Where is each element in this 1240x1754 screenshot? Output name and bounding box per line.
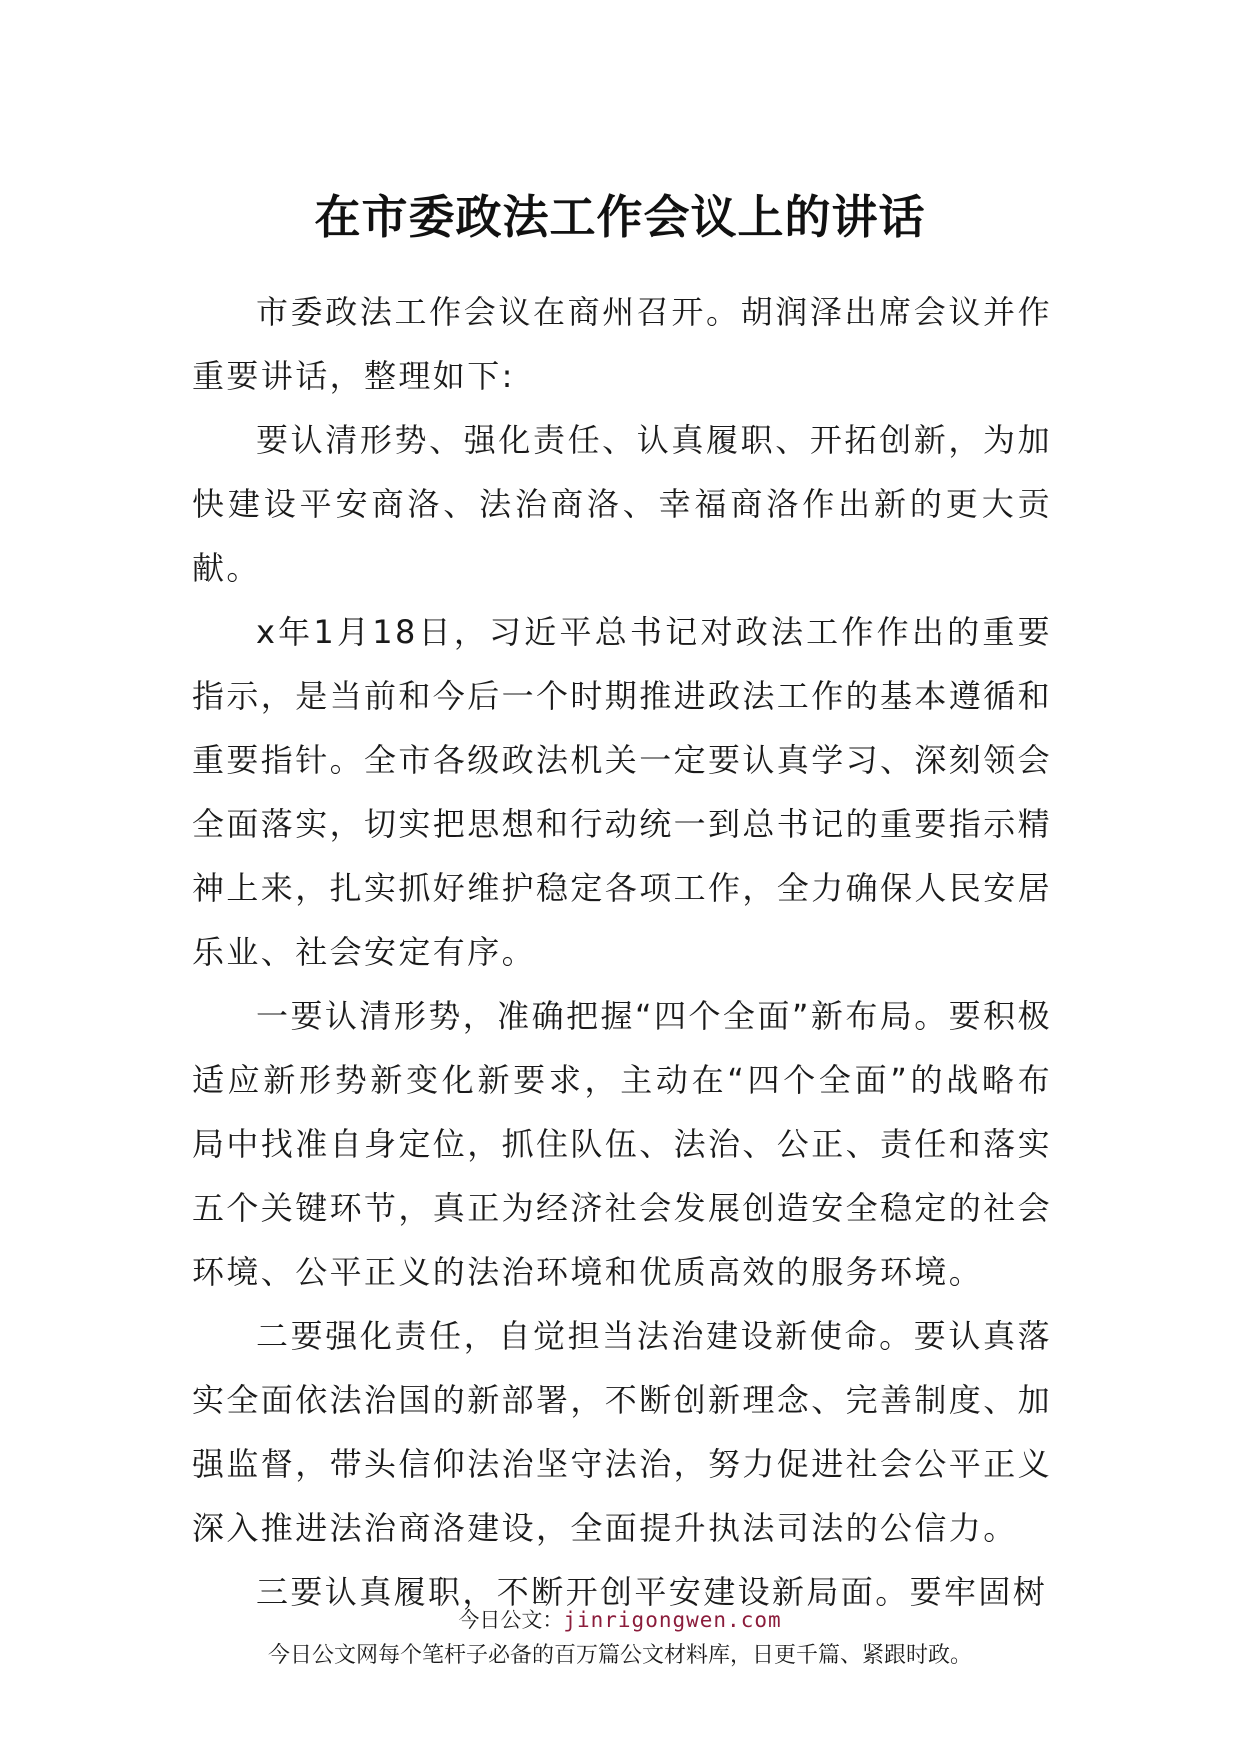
paragraph-summary: 要认清形势、强化责任、认真履职、开拓创新，为加快建设平安商洛、法治商洛、幸福商洛作出新的更大贡献。 xyxy=(192,421,1052,587)
document-body xyxy=(192,280,1052,1624)
paragraph-point-one: 一要认清形势，准确把握“四个全面”新布局。要积极适应新形势新变化新要求，主动在“四个全面”的战略布局中找准自身定位，抓住队伍、法治、公正、责任和落实五个关键环节，真正为经济社会发展创造安全稳定的社会环境、公平正义的法治环境和优质高效的服务环境。 xyxy=(192,997,1053,1291)
footer-site xyxy=(0,1604,1240,1636)
footer-site-url[interactable]: jinrigongwen.com xyxy=(563,1608,782,1632)
page-title: 在市委政法工作会议上的讲话 xyxy=(314,189,926,244)
paragraph-point-two: 二要强化责任，自觉担当法治建设新使命。要认真落实全面依法治国的新部署，不断创新理念、完善制度、加强监督，带头信仰法治坚守法治，努力促进社会公平正义深入推进法治商洛建设，全面提升执法司法的公信力。 xyxy=(192,1317,1053,1547)
paragraph-point-three: 三要认真履职，不断开创平安建设新局面。要牢固树 xyxy=(256,1573,1048,1611)
paragraph-intro: 市委政法工作会议在商州召开。胡润泽出席会议并作重要讲话，整理如下: xyxy=(192,293,1052,395)
footer-slogan: 今日公文网每个笔杆子必备的百万篇公文材料库，日更千篇、紧跟时政。 xyxy=(267,1643,972,1668)
footer-site-label: 今日公文： xyxy=(458,1608,564,1632)
paragraph-instructions: x年1月18日，习近平总书记对政法工作作出的重要指示，是当前和今后一个时期推进政法工作的基本遵循和重要指针。全市各级政法机关一定要认真学习、深刻领会全面落实，切实把思想和行动统一到总书记的重要指示精神上来，扎实抓好维护稳定各项工作，全力确保人民安居乐业、社会安定有序。 xyxy=(192,613,1053,971)
